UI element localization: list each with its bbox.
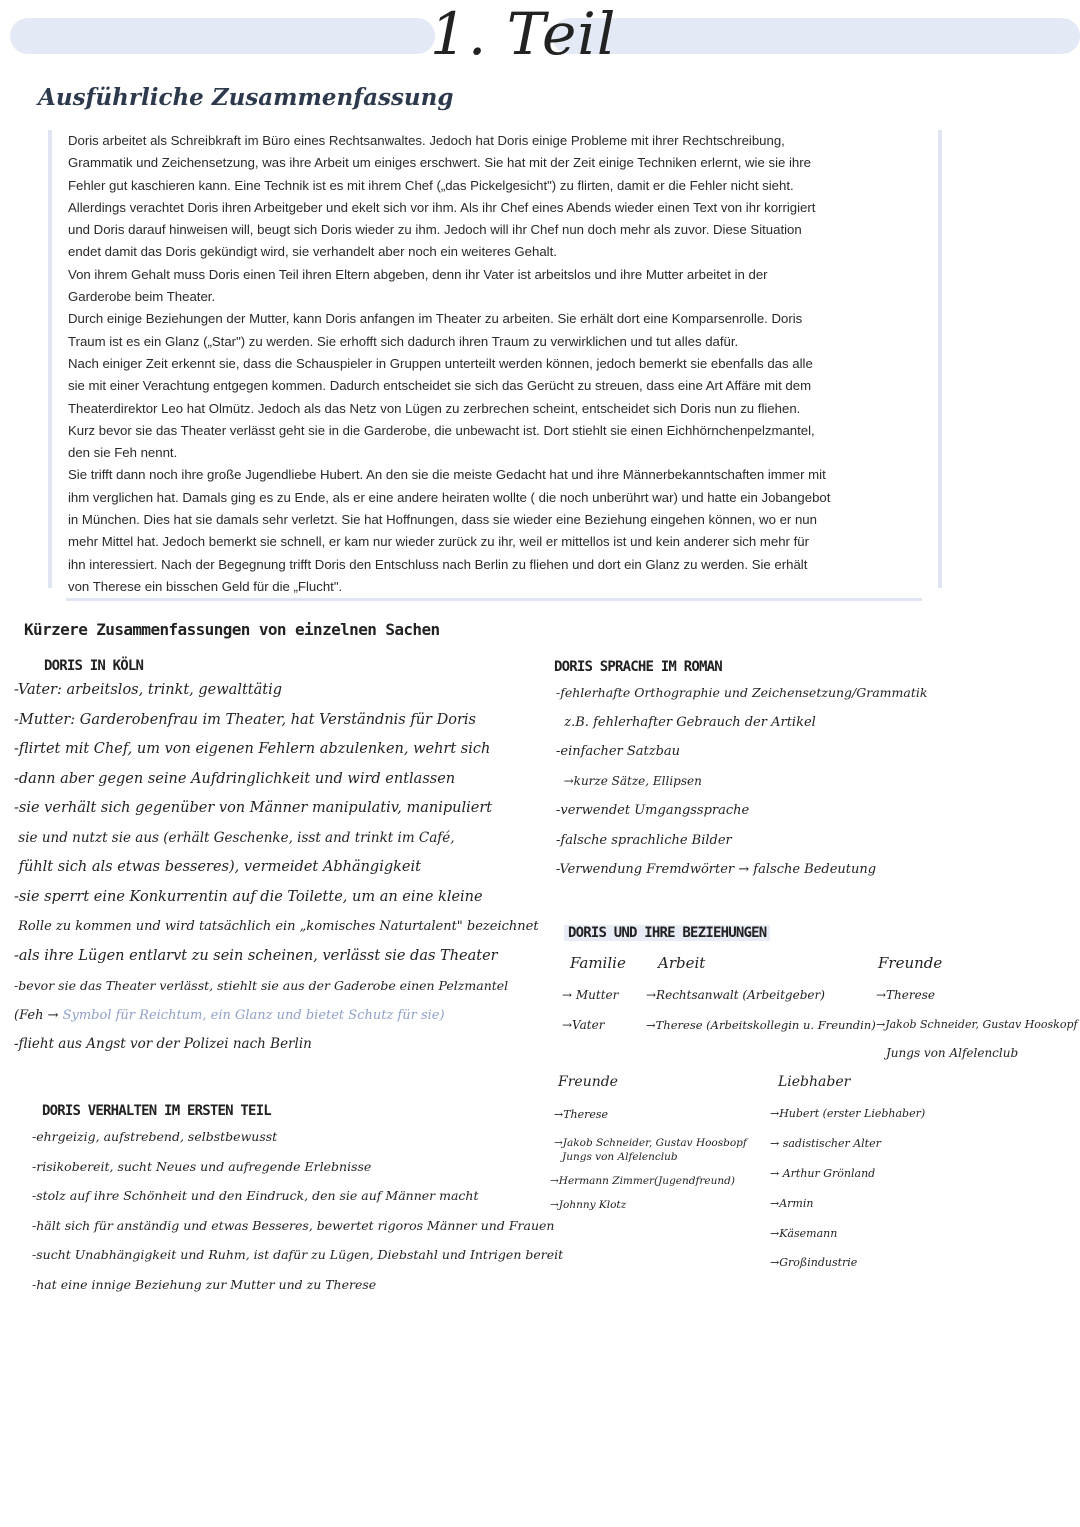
summary-line: mehr Mittel hat. Jedoch bemerkt sie schnell, er kam nur wieder zurück zu ihr, weil er mittellos ist und kein anderer sich mehr für	[68, 534, 809, 550]
summary-line: Grammatik und Zeichensetzung, was ihre Arbeit um einiges erschwert. Sie hat mit der Zeit einige Techniken erlernt, wie sie ihre	[68, 155, 811, 171]
sprache-notes	[556, 678, 927, 885]
main-heading: Ausführliche Zusammenfassung	[38, 84, 454, 111]
familie-item: → Mutter	[562, 988, 619, 1002]
sprache-heading: DORIS SPRACHE IM ROMAN	[554, 659, 722, 675]
note-line: -risikobereit, sucht Neues und aufregende Erlebnisse	[32, 1158, 372, 1174]
note-line: -sie sperrt eine Konkurrentin auf die Toilette, um an eine kleine	[14, 888, 483, 905]
summary-line: in München. Dies hat sie damals sehr verletzt. Sie hat Hoffnungen, dass sie wieder eine Beziehung eingehen können, wo er nun	[68, 512, 817, 528]
freunde-note: Jungs von Alfelenclub	[886, 1046, 1019, 1060]
liebhaber-heading: Liebhaber	[778, 1074, 851, 1090]
short-summaries-heading: Kürzere Zusammenfassungen von einzelnen Sachen	[24, 620, 440, 639]
note-line: -als ihre Lügen entlarvt zu sein scheinen, verlässt sie das Theater	[14, 947, 498, 964]
arbeit-item: →Rechtsanwalt (Arbeitgeber)	[646, 988, 825, 1002]
note-line-feh	[14, 1001, 539, 1031]
summary-line: Fehler gut kaschieren kann. Eine Technik ist es mit ihrem Chef („das Pickelgesicht") zu flirten, damit er die Fehler nicht sieht.	[68, 177, 794, 193]
page-title: 1. Teil	[430, 0, 617, 68]
arbeit-heading: Arbeit	[658, 954, 706, 972]
koeln-notes	[14, 676, 539, 1060]
note-line: -sie verhält sich gegenüber von Männer manipulativ, manipuliert	[14, 800, 493, 816]
freunde2-item: →Therese	[554, 1108, 609, 1121]
freunde2-note: (Jugendfreund)	[654, 1175, 735, 1187]
summary-line: von Therese ein bisschen Geld für die „Flucht".	[68, 578, 343, 594]
freunde-item: →Therese	[876, 988, 935, 1002]
note-line: sie und nutzt sie aus (erhält Geschenke, isst and trinkt im Café,	[14, 829, 455, 846]
summary-line: endet damit das Doris gekündigt wird, sie verhandelt aber noch ein weiteres Gehalt.	[68, 244, 557, 260]
note-line: z.B. fehlerhafter Gebrauch der Artikel	[556, 714, 816, 730]
familie-item: →Vater	[562, 1018, 605, 1032]
freunde2-item: →Hermann Zimmer	[550, 1175, 655, 1187]
summary-line: Nach einiger Zeit erkennt sie, dass die Schauspieler in Gruppen unterteilt werden können, jedoch bemerkt sie ebenfalls das alle	[68, 355, 813, 371]
note-line: -Vater: arbeitslos, trinkt, gewalttätig	[14, 682, 283, 698]
note-line: -hält sich für anständig und etwas Besseres, bewertet rigoros Männer und Frauen	[32, 1217, 555, 1233]
note-line: -fehlerhafte Orthographie und Zeichensetzung/Grammatik	[556, 685, 928, 700]
note-line: -flirtet mit Chef, um von eigenen Fehlern abzulenken, wehrt sich	[14, 741, 491, 757]
summary-line: Doris arbeitet als Schreibkraft im Büro eines Rechtsanwaltes. Jedoch hat Doris einige Probleme mit ihrer Rechtschreibung,	[68, 133, 785, 148]
summary-line: Von ihrem Gehalt muss Doris einen Teil ihren Eltern abgeben, denn ihr Vater ist arbeitslos und ihre Mutter arbeitet in der	[68, 266, 768, 282]
note-line: -stolz auf ihre Schönheit und den Eindruck, den sie auf Männer macht	[32, 1188, 479, 1203]
summary-line: Sie trifft dann noch ihre große Jugendliebe Hubert. An den sie die meiste Gedacht hat und ihre Männerbekanntschaften immer mit	[68, 467, 826, 483]
header-bar-left	[10, 18, 435, 54]
summary-line: Theaterdirektor Leo hat Olmütz. Jedoch als das Netz von Lügen zu zerbrechen scheint, entscheidet sich Doris nun zu fliehen.	[68, 400, 801, 416]
freunde2-note: Jungs von Alfelenclub	[562, 1151, 678, 1163]
liebhaber-item: →Käsemann	[770, 1227, 838, 1240]
note-line: -ehrgeizig, aufstrebend, selbstbewusst	[32, 1129, 278, 1144]
freunde2-heading: Freunde	[558, 1074, 618, 1090]
note-line: -bevor sie das Theater verlässt, stiehlt sie aus der Gaderobe einen Pelzmantel	[14, 978, 509, 993]
note-line: -einfacher Satzbau	[556, 744, 681, 759]
summary-line: sie mit einer Verachtung entgegen kommen. Dadurch entscheidet sie sich das Gerücht zu streuen, dass eine Art Affäre mit dem	[68, 378, 812, 394]
verhalten-notes	[32, 1122, 563, 1299]
note-line: -verwendet Umgangssprache	[556, 803, 750, 818]
note-line: -flieht aus Angst vor der Polizei nach Berlin	[14, 1036, 312, 1052]
summary-line: Traum ist es ein Glanz („Star") zu werden. Sie erhofft sich dadurch ihren Traum zu verwirklichen und tut alles dafür.	[68, 333, 739, 349]
note-line: -sucht Unabhängigkeit und Ruhm, ist dafür zu Lügen, Diebstahl und Intrigen bereit	[32, 1247, 564, 1262]
note-line: -Verwendung Fremdwörter → falsche Bedeutung	[556, 862, 877, 877]
note-line: -dann aber gegen seine Aufdringlichkeit und wird entlassen	[14, 770, 456, 787]
summary-divider	[66, 598, 922, 601]
note-line: fühlt sich als etwas besseres), vermeidet Abhängigkeit	[14, 859, 421, 875]
detailed-summary	[48, 130, 942, 594]
freunde-item: →Jakob Schneider, Gustav Hooskopf	[876, 1018, 1078, 1031]
summary-line: ihm verglichen hat. Damals ging es zu Ende, als er eine andere heiraten wollte ( die noch unberührt war) und hatte ein Jobangebot	[68, 489, 831, 505]
liebhaber-item: → sadistischer Alter	[770, 1137, 881, 1150]
liebhaber-item: →Hubert (erster Liebhaber)	[770, 1107, 926, 1120]
note-line: -falsche sprachliche Bilder	[556, 832, 732, 848]
verhalten-heading: DORIS VERHALTEN IM ERSTEN TEIL	[42, 1103, 271, 1119]
freunde-heading: Freunde	[878, 954, 943, 972]
summary-line: Garderobe beim Theater.	[68, 289, 216, 305]
summary-line: und Doris darauf hinweisen will, beugt sich Doris wieder zu ihm. Jedoch will ihr Chef nun doch mehr als zuvor. Diese Situation	[68, 222, 802, 238]
summary-line: Durch einige Beziehungen der Mutter, kann Doris anfangen im Theater zu arbeiten. Sie erhält dort eine Komparsenrolle. Doris	[68, 311, 803, 327]
liebhaber-item: →Armin	[770, 1197, 814, 1210]
liebhaber-item: →Großindustrie	[770, 1256, 858, 1269]
beziehungen-heading: DORIS UND IHRE BEZIEHUNGEN	[564, 925, 770, 941]
note-line: -Mutter: Garderobenfrau im Theater, hat Verständnis für Doris	[14, 711, 476, 728]
header-bar-right	[552, 18, 1080, 54]
arbeit-item: →Therese (Arbeitskollegin u. Freundin)	[646, 1018, 876, 1032]
feh-prefix: (Feh →	[14, 1007, 63, 1023]
familie-heading: Familie	[570, 954, 626, 972]
freunde2-item: →Johnny Klotz	[550, 1199, 627, 1211]
note-line: Rolle zu kommen und wird tatsächlich ein „komisches Naturtalent" bezeichnet	[14, 919, 539, 934]
feh-symbol-note: Symbol für Reichtum, ein Glanz und bietet Schutz für sie)	[62, 1007, 445, 1023]
koeln-heading: DORIS IN KÖLN	[44, 658, 144, 674]
summary-line: Kurz bevor sie das Theater verlässt geht sie in die Garderobe, die unbewacht ist. Dort stiehlt sie einen Eichhörnchenpelzmantel,	[68, 422, 815, 438]
freunde2-item: →Jakob Schneider, Gustav Hoosbopf	[554, 1137, 747, 1149]
liebhaber-item: → Arthur Grönland	[770, 1167, 876, 1180]
summary-line: Allerdings verachtet Doris ihren Arbeitgeber und ekelt sich vor ihm. Als ihr Chef eines Abends wieder einen Text von ihr korrigiert	[68, 199, 816, 215]
note-line: -hat eine innige Beziehung zur Mutter und zu Therese	[32, 1276, 377, 1292]
note-line: →kurze Sätze, Ellipsen	[556, 773, 702, 788]
summary-line: ihn interessiert. Nach der Begegnung trifft Doris den Entschluss nach Berlin zu fliehen und dort ein Glanz zu werden. Sie erhält	[68, 556, 808, 572]
summary-line: den sie Feh nennt.	[68, 445, 178, 461]
